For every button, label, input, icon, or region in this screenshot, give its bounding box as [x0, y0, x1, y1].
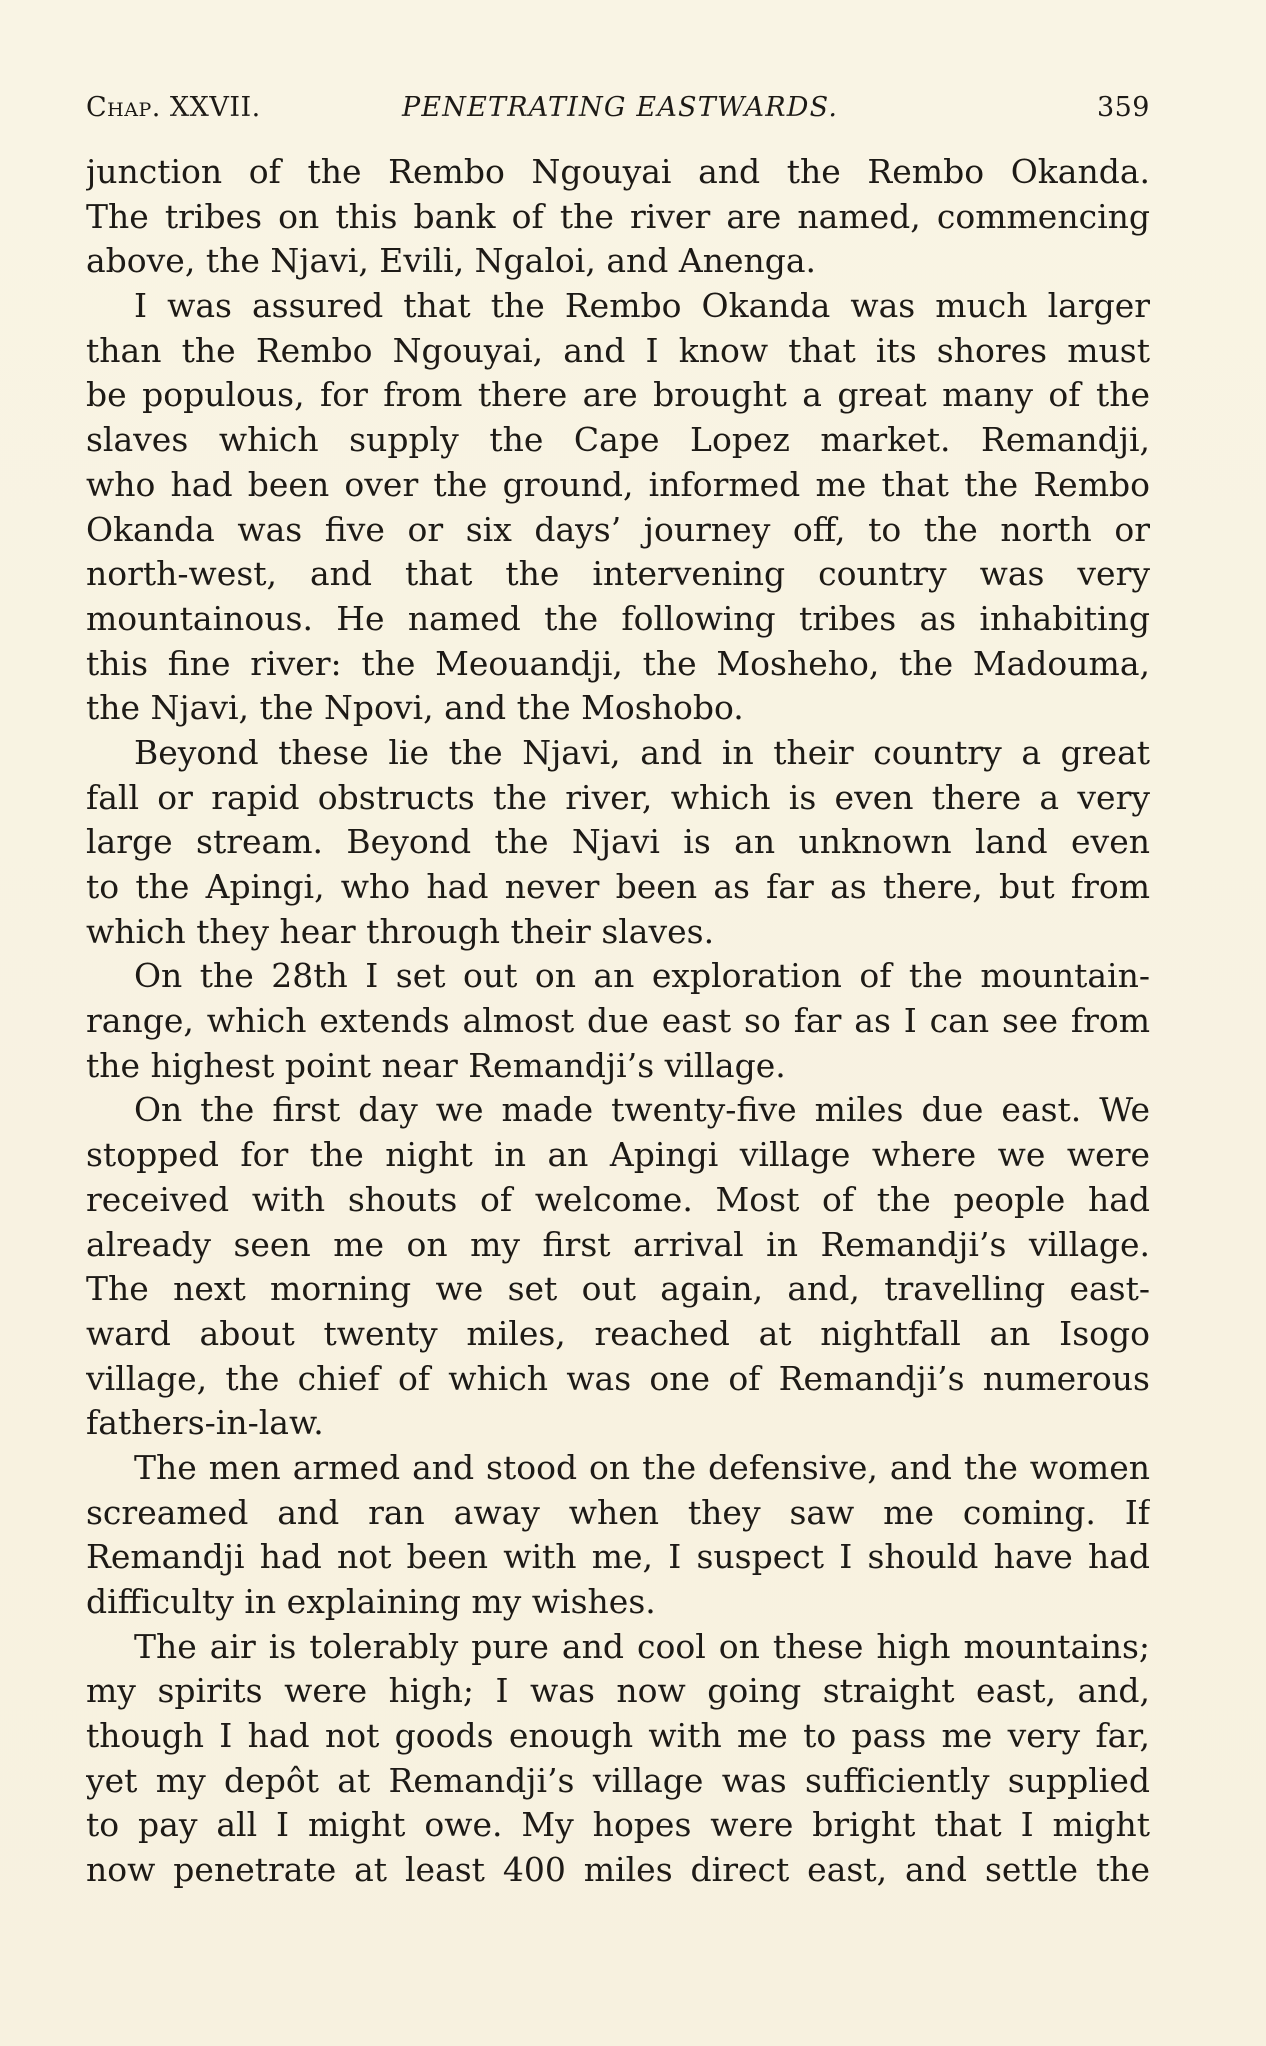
text-line: than the Rembo Ngouyai, and I know that its shores must	[86, 330, 1150, 370]
text-line: the Njavi, the Npovi, and the Moshobo.	[86, 688, 744, 728]
text-line: village, the chief of which was one of Remandji’s numerous	[86, 1358, 1150, 1398]
text-line: received with shouts of welcome. Most of the people had	[86, 1179, 1150, 1219]
text-line: to pay all I might owe. My hopes were bright that I might	[86, 1805, 1150, 1845]
chapter-label: Chap. XXVII.	[86, 92, 261, 123]
text-line: now penetrate at least 400 miles direct east, and settle the	[86, 1850, 1150, 1890]
text-line: ward about twenty miles, reached at nightfall an Isogo	[86, 1313, 1150, 1353]
text-line: On the first day we made twenty-five miles due east. We	[134, 1090, 1150, 1130]
text-line: Beyond these lie the Njavi, and in their country a great	[134, 732, 1150, 772]
text-line: screamed and ran away when they saw me coming. If	[86, 1492, 1150, 1532]
text-line: yet my depôt at Remandji’s village was sufficiently supplied	[86, 1760, 1150, 1800]
text-line: already seen me on my first arrival in Remandji’s village.	[86, 1224, 1150, 1264]
text-line: though I had not goods enough with me to pass me very far,	[86, 1716, 1150, 1756]
text-line: range, which extends almost due east so far as I can see from	[86, 1001, 1150, 1041]
text-line: The air is tolerably pure and cool on these high mountains;	[134, 1626, 1150, 1666]
text-line: fathers-in-law.	[86, 1403, 324, 1443]
text-line: I was assured that the Rembo Okanda was much larger	[134, 286, 1150, 326]
text-line: junction of the Rembo Ngouyai and the Rembo Okanda.	[86, 152, 1150, 191]
text-line: The tribes on this bank of the river are named, commencing	[86, 196, 1150, 236]
running-header	[86, 84, 1150, 132]
text-line: slaves which supply the Cape Lopez market. Remandji,	[86, 420, 1150, 460]
body-text	[86, 150, 1150, 1893]
text-line: large stream. Beyond the Njavi is an unknown land even	[86, 822, 1150, 862]
text-line: be populous, for from there are brought a great many of the	[86, 375, 1150, 415]
running-title: PENETRATING EASTWARDS.	[402, 92, 839, 123]
text-line: my spirits were high; I was now going straight east, and,	[86, 1671, 1150, 1711]
text-line: mountainous. He named the following tribes as inhabiting	[86, 598, 1150, 638]
text-line: difficulty in explaining my wishes.	[86, 1582, 656, 1621]
text-line: to the Apingi, who had never been as far as there, but from	[86, 867, 1150, 906]
text-line: above, the Njavi, Evili, Ngaloi, and Anenga.	[86, 241, 817, 281]
text-line: this fine river: the Meouandji, the Mosheho, the Madouma,	[86, 643, 1150, 683]
text-line: On the 28th I set out on an exploration of the mountain-	[134, 956, 1150, 996]
text-line: Remandji had not been with me, I suspect I should have had	[86, 1537, 1150, 1577]
text-line: stopped for the night in an Apingi village where we were	[86, 1135, 1150, 1175]
text-line: which they hear through their slaves.	[86, 911, 715, 951]
text-line: fall or rapid obstructs the river, which is even there a very	[86, 777, 1150, 817]
text-line: Okanda was five or six days’ journey off, to the north or	[86, 509, 1150, 549]
text-line: the highest point near Remandji’s village.	[86, 1045, 786, 1085]
text-line: The men armed and stood on the defensive, and the women	[134, 1447, 1150, 1487]
text-line: who had been over the ground, informed me that the Rembo	[86, 464, 1150, 504]
page-number: 359	[1096, 92, 1150, 123]
text-line: The next morning we set out again, and, travelling east-	[86, 1269, 1150, 1309]
text-line: north-west, and that the intervening country was very	[86, 554, 1150, 594]
